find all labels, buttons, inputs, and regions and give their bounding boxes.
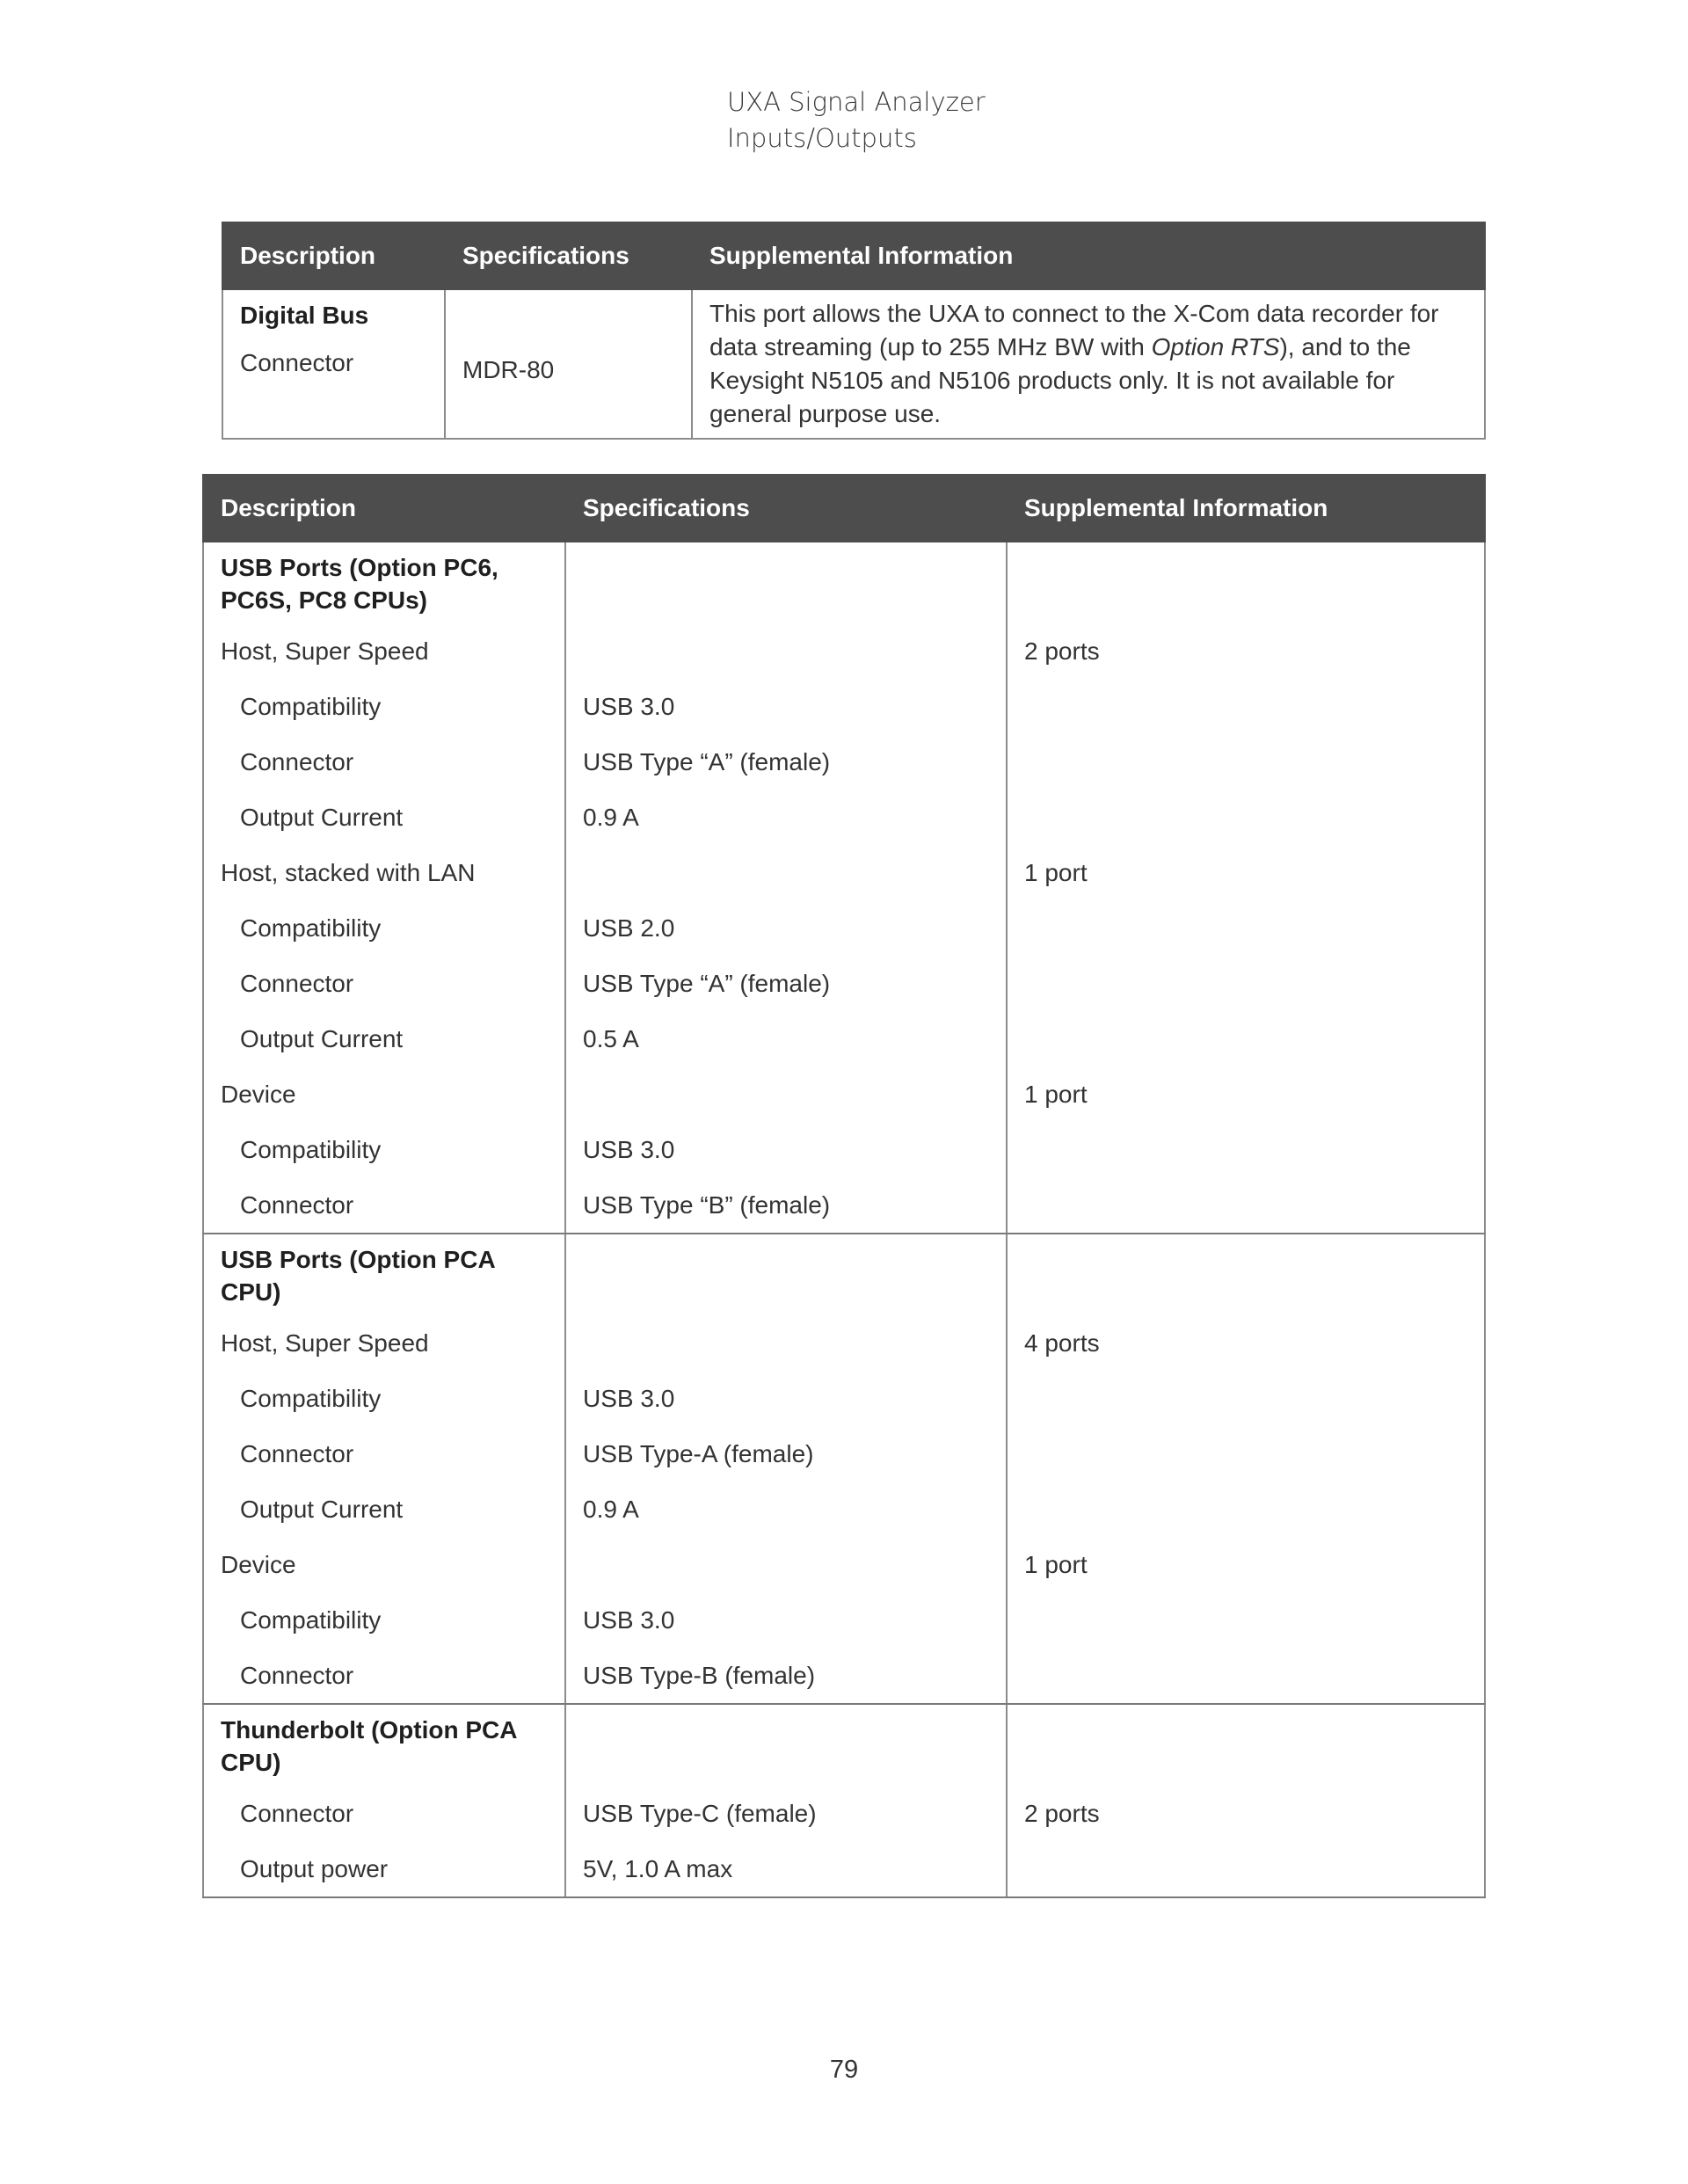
column-header-description: Description xyxy=(203,475,565,542)
supplemental-value: 1 port xyxy=(1007,1067,1485,1122)
supplemental-value: 2 ports xyxy=(1007,1786,1485,1841)
spec-value: USB Type “B” (female) xyxy=(565,1177,1007,1234)
row-label: Compatibility xyxy=(203,1122,565,1177)
column-header-specifications: Specifications xyxy=(565,475,1007,542)
supplemental-value xyxy=(1007,1648,1485,1704)
table-row xyxy=(203,1426,1485,1481)
spec-value: 0.5 A xyxy=(565,1011,1007,1067)
supplemental-value: 2 ports xyxy=(1007,623,1485,679)
table-row xyxy=(203,790,1485,845)
description-cell xyxy=(222,289,445,439)
table-row xyxy=(203,1786,1485,1841)
spec-value: USB Type “A” (female) xyxy=(565,734,1007,790)
table-row xyxy=(203,845,1485,900)
supplemental-value xyxy=(1007,1177,1485,1234)
table-row xyxy=(203,1011,1485,1067)
group-title: Thunderbolt (Option PCA CPU) xyxy=(203,1704,565,1786)
supplemental-value xyxy=(1007,734,1485,790)
supplemental-value: 4 ports xyxy=(1007,1315,1485,1371)
group-title: USB Ports (Option PCA CPU) xyxy=(203,1234,565,1315)
row-label: Output Current xyxy=(203,1011,565,1067)
spec-value xyxy=(565,623,1007,679)
column-header-description: Description xyxy=(222,222,445,289)
spec-value: USB 3.0 xyxy=(565,679,1007,734)
row-label: Connector xyxy=(203,1177,565,1234)
header-product-title: UXA Signal Analyzer xyxy=(727,87,986,117)
table-row xyxy=(203,1537,1485,1592)
spec-value: USB 3.0 xyxy=(565,1592,1007,1648)
spec-value: USB 3.0 xyxy=(565,1122,1007,1177)
table-row xyxy=(203,1177,1485,1234)
supplemental-cell xyxy=(1007,1704,1485,1786)
row-label: Device xyxy=(203,1067,565,1122)
table-row xyxy=(203,1841,1485,1897)
column-header-supplemental: Supplemental Information xyxy=(692,222,1485,289)
table-row xyxy=(203,900,1485,956)
spec-cell xyxy=(565,542,1007,623)
spec-value xyxy=(565,845,1007,900)
row-label: Compatibility xyxy=(203,679,565,734)
group-title-row xyxy=(203,542,1485,623)
table-row xyxy=(203,679,1485,734)
spec-value: USB Type-B (female) xyxy=(565,1648,1007,1704)
spec-value xyxy=(565,1067,1007,1122)
table-row xyxy=(203,1371,1485,1426)
supplemental-value xyxy=(1007,1371,1485,1426)
supplemental-value xyxy=(1007,1592,1485,1648)
supplemental-value xyxy=(1007,790,1485,845)
table-row xyxy=(203,734,1485,790)
row-label: Connector xyxy=(203,956,565,1011)
row-label: Compatibility xyxy=(203,1371,565,1426)
supplemental-value xyxy=(1007,1481,1485,1537)
row-label: Connector xyxy=(203,734,565,790)
row-label: Host, stacked with LAN xyxy=(203,845,565,900)
group-title: Digital Bus xyxy=(240,302,369,329)
group-title: USB Ports (Option PC6, PC6S, PC8 CPUs) xyxy=(203,542,565,623)
table-row xyxy=(203,1648,1485,1704)
table-row xyxy=(203,623,1485,679)
supplemental-value: 1 port xyxy=(1007,1537,1485,1592)
supplemental-value xyxy=(1007,900,1485,956)
row-label: Compatibility xyxy=(203,1592,565,1648)
table-row xyxy=(203,1067,1485,1122)
supp-option-name: Option RTS xyxy=(1151,333,1280,360)
table-header-row xyxy=(222,222,1485,289)
table-row xyxy=(203,1315,1485,1371)
supplemental-value xyxy=(1007,1122,1485,1177)
row-label: Connector xyxy=(203,1426,565,1481)
header-section-title: Inputs/Outputs xyxy=(727,123,917,153)
supplemental-value xyxy=(1007,956,1485,1011)
table-row xyxy=(203,956,1485,1011)
spec-value: USB 2.0 xyxy=(565,900,1007,956)
page-number: 79 xyxy=(829,2056,859,2084)
spec-value: 0.9 A xyxy=(565,1481,1007,1537)
spec-value xyxy=(565,1315,1007,1371)
row-label: Host, Super Speed xyxy=(203,1315,565,1371)
spec-cell: MDR-80 xyxy=(445,289,692,439)
supplemental-value xyxy=(1007,679,1485,734)
row-label: Output Current xyxy=(203,790,565,845)
spec-cell xyxy=(565,1234,1007,1315)
supplemental-value: 1 port xyxy=(1007,845,1485,900)
row-label: Output power xyxy=(203,1841,565,1897)
table-row xyxy=(203,1122,1485,1177)
spec-value: USB Type-C (female) xyxy=(565,1786,1007,1841)
usb-ports-table xyxy=(202,474,1486,1898)
row-label: Output Current xyxy=(203,1481,565,1537)
supplemental-value xyxy=(1007,1426,1485,1481)
spec-value: 5V, 1.0 A max xyxy=(565,1841,1007,1897)
supplemental-cell xyxy=(692,289,1485,439)
spec-value: 0.9 A xyxy=(565,790,1007,845)
spec-value: USB Type-A (female) xyxy=(565,1426,1007,1481)
digital-bus-table xyxy=(222,222,1486,440)
supplemental-value xyxy=(1007,1011,1485,1067)
supplemental-value xyxy=(1007,1841,1485,1897)
row-label: Device xyxy=(203,1537,565,1592)
group-title-row xyxy=(203,1234,1485,1315)
table-row xyxy=(222,289,1485,439)
table-row xyxy=(203,1592,1485,1648)
row-label: Connector xyxy=(240,349,354,376)
spec-value xyxy=(565,1537,1007,1592)
supplemental-cell xyxy=(1007,1234,1485,1315)
spec-value: USB 3.0 xyxy=(565,1371,1007,1426)
supp-text-end: ), and to the Keysight N5105 and N5106 products only. It is not available for general purpose use. xyxy=(709,333,1411,427)
column-header-specifications: Specifications xyxy=(445,222,692,289)
table-header-row xyxy=(203,475,1485,542)
spec-cell xyxy=(565,1704,1007,1786)
spec-value: USB Type “A” (female) xyxy=(565,956,1007,1011)
supplemental-cell xyxy=(1007,542,1485,623)
supp-text: This port allows the UXA to connect to the X-Com data recorder for data streaming (up to 255 MHz BW with xyxy=(709,300,1439,360)
group-title-row xyxy=(203,1704,1485,1786)
column-header-supplemental: Supplemental Information xyxy=(1007,475,1485,542)
page-header xyxy=(727,84,986,157)
row-label: Host, Super Speed xyxy=(203,623,565,679)
row-label: Connector xyxy=(203,1786,565,1841)
table-row xyxy=(203,1481,1485,1537)
row-label: Compatibility xyxy=(203,900,565,956)
row-label: Connector xyxy=(203,1648,565,1704)
